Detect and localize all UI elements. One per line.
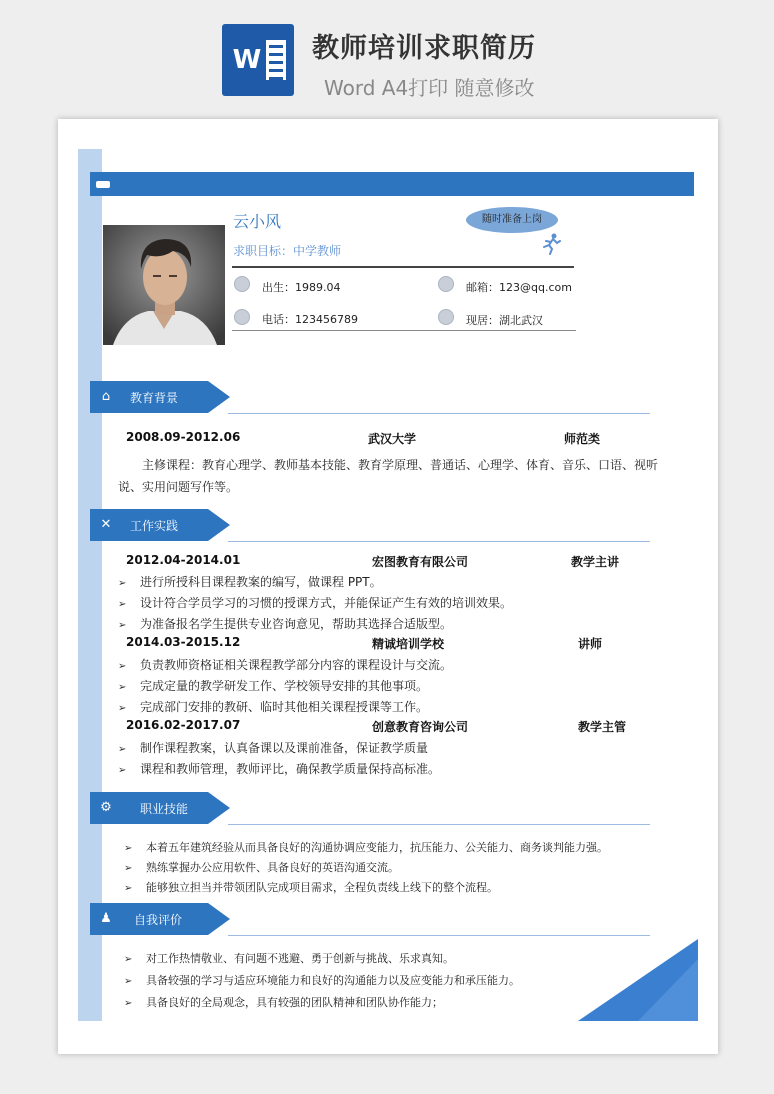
banner-subtitle: Word A4打印 随意修改 xyxy=(324,76,535,100)
job2-item: ➢ 负责教师资格证相关课程教学部分内容的课程设计与交流。 xyxy=(118,658,453,672)
section-header-education: ⌂ 教育背景 xyxy=(90,381,230,413)
email-info: 邮箱：123@qq.com xyxy=(466,281,572,294)
skill-item: ➢ 能够独立担当并带领团队完成项目需求，全程负责线上线下的整个流程。 xyxy=(124,881,498,894)
email-icon xyxy=(438,276,454,292)
runner-icon xyxy=(541,233,561,255)
section-header-skills: ⚙ 职业技能 xyxy=(90,792,230,824)
edu-courses: 主修课程：教育心理学、教师基本技能、教育学原理、普通话、心理学、体育、音乐、口语、视听说、实用问题写作等。 xyxy=(118,458,659,494)
home-icon: ⌂ xyxy=(101,389,111,404)
location-info: 现居：湖北武汉 xyxy=(466,314,543,327)
info-divider xyxy=(232,330,576,331)
banner-title: 教师培训求职简历 xyxy=(312,33,536,64)
word-logo-letter: W xyxy=(232,45,262,75)
tools-icon: ✕ xyxy=(100,517,112,532)
job2-role: 讲师 xyxy=(578,637,603,651)
job1-role: 教学主讲 xyxy=(571,555,620,569)
self-item: ➢ 具备较强的学习与适应环境能力和良好的沟通能力以及应变能力和承压能力。 xyxy=(124,974,520,987)
job3-company: 创意教育咨询公司 xyxy=(372,720,469,734)
side-accent-bar xyxy=(78,149,102,1021)
top-accent-bar xyxy=(90,172,694,196)
section-header-self: ♟ 自我评价 xyxy=(90,903,230,935)
self-item: ➢ 具备良好的全局观念，具有较强的团队精神和团队协作能力； xyxy=(124,996,443,1009)
location-icon xyxy=(438,309,454,325)
job1-item: ➢ 为准备报名学生提供专业咨询意见，帮助其选择合适版型。 xyxy=(118,617,453,631)
status-bubble: 随时准备上岗 xyxy=(466,207,558,233)
job-target: 求职目标：中学教师 xyxy=(233,244,342,258)
edu-major: 师范类 xyxy=(564,432,601,446)
job2-item: ➢ 完成部门安排的教研、临时其他相关课程授课等工作。 xyxy=(118,700,429,714)
job3-role: 教学主管 xyxy=(578,720,627,734)
phone-info: 电话：123456789 xyxy=(262,313,358,326)
job2-item: ➢ 完成定量的教学研发工作、学校领导安排的其他事项。 xyxy=(118,679,429,693)
job1-period: 2012.04-2014.01 xyxy=(126,553,241,567)
skill-item: ➢ 本着五年建筑经验从而具备良好的沟通协调应变能力，抗压能力、公关能力、商务谈判能力强。 xyxy=(124,841,608,854)
section-header-work: ✕ 工作实践 xyxy=(90,509,230,541)
job2-company: 精诚培训学校 xyxy=(372,637,445,651)
edu-school: 武汉大学 xyxy=(368,432,417,446)
job2-period: 2014.03-2015.12 xyxy=(126,635,241,649)
profile-photo xyxy=(103,225,225,345)
gear-icon: ⚙ xyxy=(100,800,112,815)
job1-company: 宏图教育有限公司 xyxy=(372,555,469,569)
phone-icon xyxy=(234,309,250,325)
job3-item: ➢ 课程和教师管理，教师评比，确保教学质量保持高标准。 xyxy=(118,762,441,776)
resume-page xyxy=(58,119,718,1054)
birth-info: 出生：1989.04 xyxy=(262,281,341,294)
header-banner xyxy=(0,0,774,118)
edu-period: 2008.09-2012.06 xyxy=(126,430,241,444)
calendar-icon xyxy=(234,276,250,292)
job3-period: 2016.02-2017.07 xyxy=(126,718,241,732)
corner-decoration xyxy=(578,939,698,1021)
job1-item: ➢ 设计符合学员学习的习惯的授课方式，并能保证产生有效的培训效果。 xyxy=(118,596,513,610)
word-logo-icon xyxy=(222,24,294,96)
user-icon: ♟ xyxy=(100,911,112,926)
name-divider xyxy=(232,266,574,268)
job1-item: ➢ 进行所授科目课程教案的编写，做课程 PPT。 xyxy=(118,575,382,589)
job3-item: ➢ 制作课程教案，认真备课以及课前准备，保证教学质量 xyxy=(118,741,429,755)
candidate-name: 云小风 xyxy=(233,212,282,231)
self-item: ➢ 对工作热情敬业、有问题不逃避、勇于创新与挑战、乐求真知。 xyxy=(124,952,454,965)
skill-item: ➢ 熟练掌握办公应用软件、具备良好的英语沟通交流。 xyxy=(124,861,399,874)
